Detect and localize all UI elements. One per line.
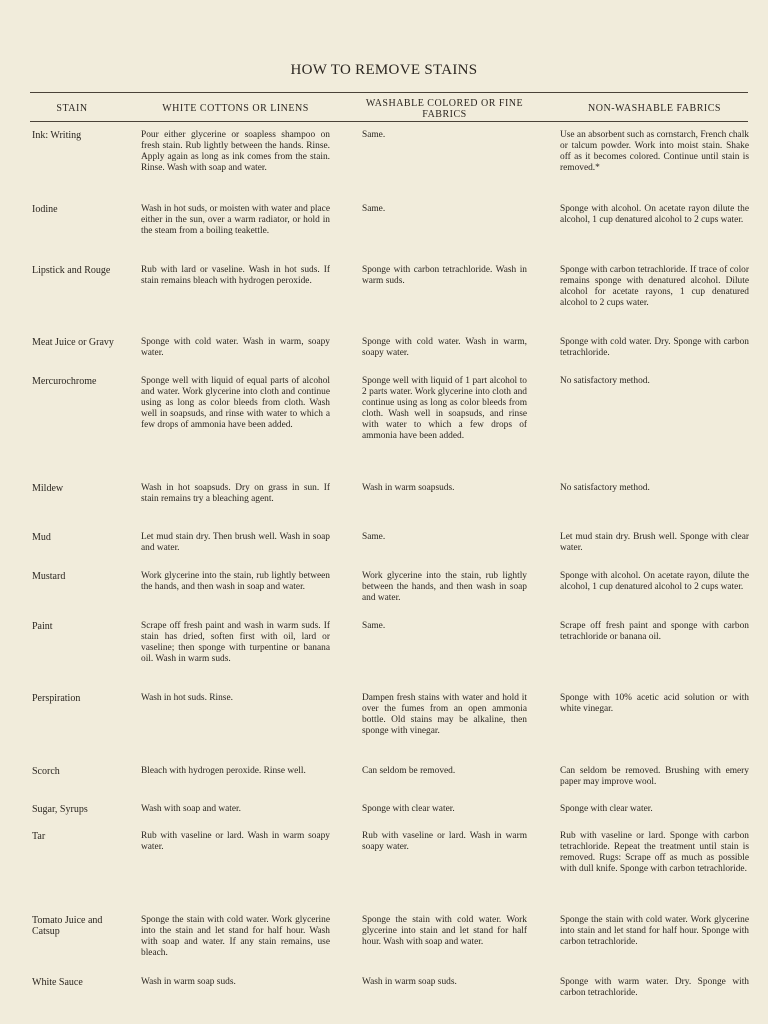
header-non-washable: NON-WASHABLE FABRICS xyxy=(588,103,721,114)
washable-colored-method: Rub with vaseline or lard. Wash in warm soapy water. xyxy=(362,831,527,852)
non-washable-method: Sponge with carbon tetrachloride. If trace of color remains sponge with denatured alcohol. Dilute alcohol for acetate rayons, 1 cup denatured alcohol to 2 cups water. xyxy=(560,265,749,308)
washable-colored-method: Same. xyxy=(362,621,386,631)
stain-name: Mildew xyxy=(32,483,64,494)
stain-name: White Sauce xyxy=(32,977,83,988)
stain-name: Paint xyxy=(32,621,53,632)
stain-name: Mustard xyxy=(32,571,66,582)
white-cottons-method: Pour either glycerine or soapless shampoo on fresh stain. Rub lightly between the hands. Rinse. Apply again as long as ink comes from the stain. Rinse. Wash with soap and water. xyxy=(141,130,330,173)
stain-name: Perspiration xyxy=(32,693,81,704)
white-cottons-method: Wash in warm soap suds. xyxy=(141,977,236,987)
non-washable-method: Rub with vaseline or lard. Sponge with carbon tetrachloride. Repeat the treatment until stain is removed. Rugs: Scrape off as much as possible with dull knife. Sponge with carbon tetrachloride. xyxy=(560,831,749,874)
stain-name: Ink: Writing xyxy=(32,130,82,141)
stain-name: Meat Juice or Gravy xyxy=(32,337,114,348)
non-washable-method: Sponge the stain with cold water. Work glycerine into stain and let stand for half hour. Sponge with carbon tetrachloride. xyxy=(560,915,749,947)
non-washable-method: Sponge with clear water. xyxy=(560,804,653,814)
page-title: HOW TO REMOVE STAINS xyxy=(290,62,478,78)
washable-colored-method: Work glycerine into the stain, rub lightly between the hands, and then wash in soap and water. xyxy=(362,571,527,603)
washable-colored-method: Sponge with carbon tetrachloride. Wash in warm suds. xyxy=(362,265,527,286)
stain-name: Mercurochrome xyxy=(32,376,97,387)
white-cottons-method: Sponge well with liquid of equal parts of alcohol and water. Work glycerine into cloth and continue using as long as color bleeds from cloth. Wash well in soapsuds, and rinse with water to which a few drops of ammonia have been added. xyxy=(141,376,330,430)
non-washable-method: No satisfactory method. xyxy=(560,376,650,386)
non-washable-method: Sponge with alcohol. On acetate rayon, dilute the alcohol, 1 cup denatured alcohol to 2 cups water. xyxy=(560,571,749,592)
washable-colored-method: Sponge with cold water. Wash in warm, soapy water. xyxy=(362,337,527,358)
non-washable-method: Can seldom be removed. Brushing with emery paper may improve wool. xyxy=(560,766,749,787)
header-washable-colored: WASHABLE COLORED OR FINE FABRICS xyxy=(365,98,524,120)
white-cottons-method: Wash in hot soapsuds. Dry on grass in sun. If stain remains try a bleaching agent. xyxy=(141,483,330,504)
non-washable-method: Use an absorbent such as cornstarch, French chalk or talcum powder. Work into moist stain. Shake off as it becomes colored. Continue until stain is removed.* xyxy=(560,130,749,173)
white-cottons-method: Rub with lard or vaseline. Wash in hot suds. If stain remains bleach with hydrogen peroxide. xyxy=(141,265,330,286)
washable-colored-method: Same. xyxy=(362,130,386,140)
white-cottons-method: Sponge the stain with cold water. Work glycerine into the stain and let stand for half hour. Wash with soap and water. If any stain remains, use bleach. xyxy=(141,915,330,958)
stain-name: Mud xyxy=(32,532,51,543)
stain-name: Tomato Juice and Catsup xyxy=(32,915,103,937)
white-cottons-method: Bleach with hydrogen peroxide. Rinse well. xyxy=(141,766,306,776)
stain-name: Lipstick and Rouge xyxy=(32,265,111,276)
stain-name: Sugar, Syrups xyxy=(32,804,88,815)
white-cottons-method: Wash with soap and water. xyxy=(141,804,242,814)
white-cottons-method: Sponge with cold water. Wash in warm, soapy water. xyxy=(141,337,330,358)
washable-colored-method: Can seldom be removed. xyxy=(362,766,456,776)
non-washable-method: Sponge with alcohol. On acetate rayon dilute the alcohol, 1 cup denatured alcohol to 2 cups water. xyxy=(560,204,749,225)
non-washable-method: Let mud stain dry. Brush well. Sponge with clear water. xyxy=(560,532,749,553)
washable-colored-method: Dampen fresh stains with water and hold it over the fumes from an open ammonia bottle. Old stains may be alkaline, then sponge with vinegar. xyxy=(362,693,527,736)
non-washable-method: Sponge with warm water. Dry. Sponge with carbon tetrachloride. xyxy=(560,977,749,998)
stain-name: Iodine xyxy=(32,204,58,215)
washable-colored-method: Wash in warm soapsuds. xyxy=(362,483,455,493)
white-cottons-method: Work glycerine into the stain, rub lightly between the hands, and then wash in soap and water. xyxy=(141,571,330,592)
washable-colored-method: Same. xyxy=(362,532,386,542)
washable-colored-method: Wash in warm soap suds. xyxy=(362,977,457,987)
washable-colored-method: Sponge well with liquid of 1 part alcohol to 2 parts water. Work glycerine into cloth and continue using as long as color bleeds from cloth. Wash well in soapsuds, and rinse with water to which a few drops of ammonia have been added. xyxy=(362,376,527,441)
white-cottons-method: Scrape off fresh paint and wash in warm suds. If stain has dried, soften first with oil, lard or vaseline; then sponge with turpentine or banana oil. Wash in warm suds. xyxy=(141,621,330,664)
white-cottons-method: Wash in hot suds, or moisten with water and place either in the sun, over a warm radiator, or hold in the steam from a boiling teakettle. xyxy=(141,204,330,236)
non-washable-method: Scrape off fresh paint and sponge with carbon tetrachloride or banana oil. xyxy=(560,621,749,642)
white-cottons-method: Wash in hot suds. Rinse. xyxy=(141,693,233,703)
top-rule xyxy=(30,92,748,93)
header-rule xyxy=(30,121,748,122)
stain-name: Tar xyxy=(32,831,46,842)
white-cottons-method: Let mud stain dry. Then brush well. Wash in soap and water. xyxy=(141,532,330,553)
stain-name: Scorch xyxy=(32,766,60,777)
washable-colored-method: Same. xyxy=(362,204,386,214)
non-washable-method: No satisfactory method. xyxy=(560,483,650,493)
washable-colored-method: Sponge with clear water. xyxy=(362,804,455,814)
non-washable-method: Sponge with 10% acetic acid solution or with white vinegar. xyxy=(560,693,749,714)
header-stain: STAIN xyxy=(56,103,88,114)
header-white-cottons: WHITE COTTONS OR LINENS xyxy=(162,103,309,114)
non-washable-method: Sponge with cold water. Dry. Sponge with carbon tetrachloride. xyxy=(560,337,749,358)
washable-colored-method: Sponge the stain with cold water. Work glycerine into stain and let stand for half hour. Wash with soap and water. xyxy=(362,915,527,947)
white-cottons-method: Rub with vaseline or lard. Wash in warm soapy water. xyxy=(141,831,330,852)
